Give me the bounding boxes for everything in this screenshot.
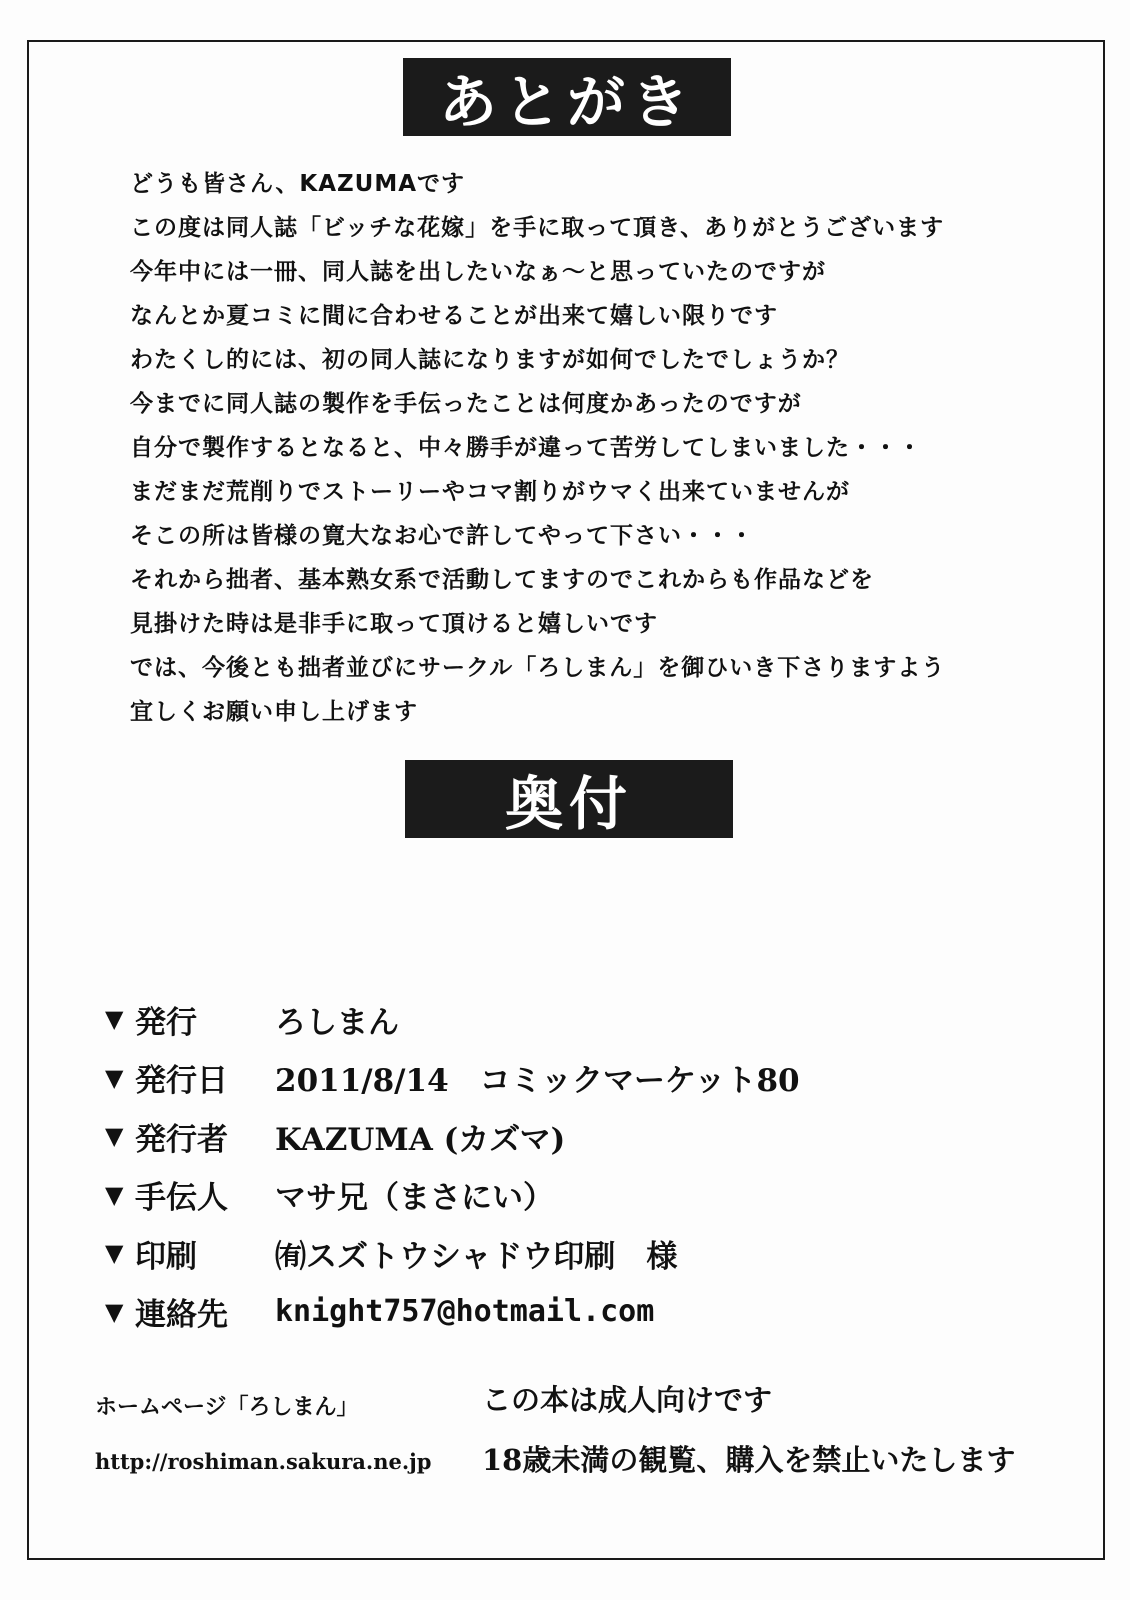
afterword-line: どうも皆さん、KAZUMAです [130, 171, 466, 197]
colophon-label: 手伝人 [135, 1180, 228, 1217]
triangle-down-icon: ▼ [105, 1297, 124, 1326]
afterword-line: この度は同人誌「ビッチな花嫁」を手に取って頂き、ありがとうございます [130, 215, 945, 241]
afterword-text [130, 162, 1030, 734]
colophon-value: ろしまん [275, 1004, 399, 1041]
afterword-title: あとがき [403, 58, 731, 136]
triangle-down-icon: ▼ [105, 1122, 124, 1151]
adult-notice-line: この本は成人向けです [482, 1383, 773, 1417]
colophon-label: 発行者 [135, 1121, 228, 1158]
colophon-label: 連絡先 [135, 1297, 228, 1334]
afterword-line: 今年中には一冊、同人誌を出したいなぁ～と思っていたのですが [130, 259, 826, 285]
colophon-list [105, 990, 925, 1341]
colophon-title: 奥付 [405, 760, 733, 838]
homepage-url: http://roshiman.sakura.ne.jp [95, 1449, 432, 1474]
afterword-line: 宜しくお願い申し上げます [130, 699, 418, 725]
age-restriction-line: 18歳未満の観覧、購入を禁止いたします [482, 1443, 1016, 1477]
afterword-line: それから拙者、基本熟女系で活動してますのでこれからも作品などを [130, 567, 874, 593]
afterword-line: 見掛けた時は是非手に取って頂けると嬉しいです [130, 611, 658, 637]
adult-notice [482, 1380, 1015, 1480]
colophon-value: 2011/8/14 コミックマーケット80 [275, 1063, 800, 1100]
afterword-line: わたくし的には、初の同人誌になりますが如何でしたでしょうか？ [130, 347, 850, 373]
afterword-line: なんとか夏コミに間に合わせることが出来て嬉しい限りです [130, 303, 778, 329]
colophon-label: 発行日 [135, 1063, 228, 1100]
afterword-line: そこの所は皆様の寛大なお心で許してやって下さい・・・ [130, 523, 754, 549]
colophon-row-publish-date [105, 1049, 925, 1108]
colophon-label: 印刷 [135, 1238, 197, 1275]
triangle-down-icon: ▼ [105, 1005, 124, 1034]
triangle-down-icon: ▼ [105, 1239, 124, 1268]
afterword-line: では、今後とも拙者並びにサークル「ろしまん」を御ひいき下さりますよう [130, 655, 946, 681]
colophon-value: ㈲スズトウシャドウ印刷 様 [275, 1238, 678, 1275]
triangle-down-icon: ▼ [105, 1180, 124, 1209]
colophon-value: マサ兄（まさにい） [275, 1180, 554, 1217]
afterword-line: 今までに同人誌の製作を手伝ったことは何度かあったのですが [130, 391, 802, 417]
homepage-label: ホームページ「ろしまん」 [95, 1394, 359, 1420]
colophon-value: KAZUMA (カズマ) [275, 1121, 566, 1158]
colophon-row-author [105, 1107, 925, 1166]
afterword-line: まだまだ荒削りでストーリーやコマ割りがウマく出来ていませんが [130, 479, 850, 505]
colophon-row-publisher [105, 990, 925, 1049]
triangle-down-icon: ▼ [105, 1063, 124, 1092]
colophon-row-printer [105, 1224, 925, 1283]
homepage-info [95, 1390, 431, 1478]
colophon-row-contact [105, 1283, 925, 1342]
colophon-row-assistant [105, 1166, 925, 1225]
colophon-label: 発行 [135, 1004, 197, 1041]
contact-email: knight757@hotmail.com [275, 1294, 655, 1330]
afterword-line: 自分で製作するとなると、中々勝手が違って苦労してしまいました・・・ [130, 435, 922, 461]
